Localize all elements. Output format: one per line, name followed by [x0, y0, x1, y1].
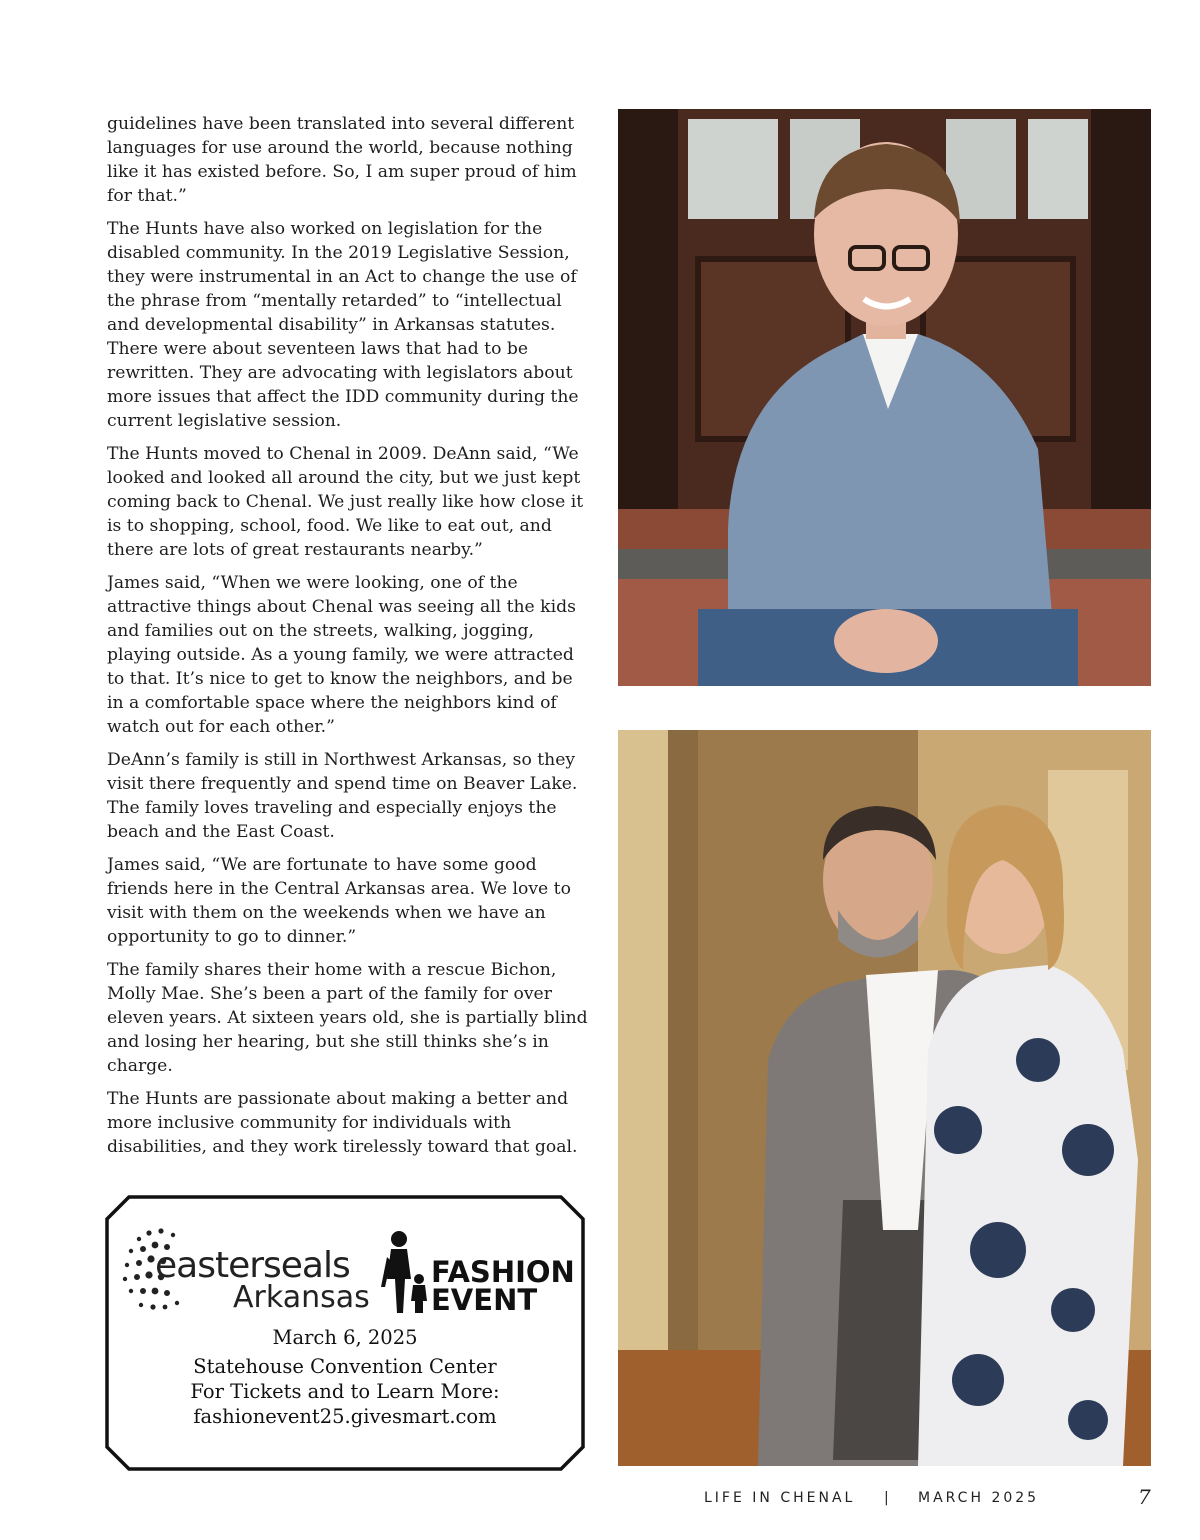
- ad-event-date: March 6, 2025: [272, 1326, 418, 1349]
- footer-publication-name: LIFE IN CHENAL: [704, 1490, 856, 1506]
- ad-tickets-url[interactable]: fashionevent25.givesmart.com: [193, 1405, 497, 1428]
- article-paragraph: The Hunts have also worked on legislation for the disabled community. In the 2019 Legislative Session, they were instrumental in an Act to change the use of the phrase from “mentally retarded” to “intellectual and developmental disability” in Arkansas statutes. There were about seventeen laws that had to be rewritten. They are advocating with legislators about more issues that affect the IDD community during the current legislative session.: [107, 219, 579, 431]
- article-paragraph: guidelines have been translated into several different languages for use around the world, because nothing like it has existed before. So, I am super proud of him for that.”: [107, 114, 577, 206]
- footer-issue-date: MARCH 2025: [918, 1490, 1040, 1506]
- fashion-event-title-line1: FASHION: [431, 1255, 575, 1289]
- article-paragraph: The Hunts are passionate about making a better and more inclusive community for individuals with disabilities, and they work tirelessly toward that goal.: [107, 1089, 578, 1157]
- article-paragraph: The family shares their home with a rescue Bichon, Molly Mae. She’s been a part of the family for over eleven years. At sixteen years old, she is partially blind and losing her hearing, but she still thinks she’s in charge.: [107, 960, 588, 1076]
- ad-logo-row: [119, 1217, 575, 1321]
- article-paragraph: James said, “We are fortunate to have some good friends here in the Central Arkansas area. We love to visit with them on the weekends when we have an opportunity to go to dinner.”: [107, 855, 571, 947]
- ad-tickets-cta: For Tickets and to Learn More:: [190, 1380, 500, 1403]
- fashion-event-title-line2: EVENT: [431, 1283, 538, 1317]
- article-paragraph: The Hunts moved to Chenal in 2009. DeAnn said, “We looked and looked all around the city, but we just kept coming back to Chenal. We just really like how close it is to shopping, school, food. We like to eat out, and there are lots of great restaurants nearby.”: [107, 444, 584, 560]
- article-body: [107, 112, 589, 1168]
- fashion-event-ad: [105, 1195, 585, 1471]
- ad-event-venue: Statehouse Convention Center: [193, 1355, 497, 1378]
- page-number: 7: [1138, 1485, 1151, 1509]
- mother-child-silhouette-icon: [381, 1231, 427, 1313]
- article-paragraph: James said, “When we were looking, one of the attractive things about Chenal was seeing all the kids and families out on the streets, walking, jogging, playing outside. As a young family, we were attracted to that. It’s nice to get to know the neighbors, and be in a comfortable space where the neighbors kind of watch out for each other.”: [107, 573, 576, 737]
- portrait-photo-parents: [618, 730, 1151, 1466]
- easterseals-region: Arkansas: [233, 1280, 370, 1315]
- easterseals-wordmark: easterseals: [155, 1245, 350, 1286]
- footer-separator: |: [884, 1490, 892, 1506]
- article-paragraph: DeAnn’s family is still in Northwest Arkansas, so they visit there frequently and spend time on Beaver Lake. The family loves traveling and especially enjoys the beach and the East Coast.: [107, 750, 578, 842]
- portrait-photo-son: [618, 109, 1151, 686]
